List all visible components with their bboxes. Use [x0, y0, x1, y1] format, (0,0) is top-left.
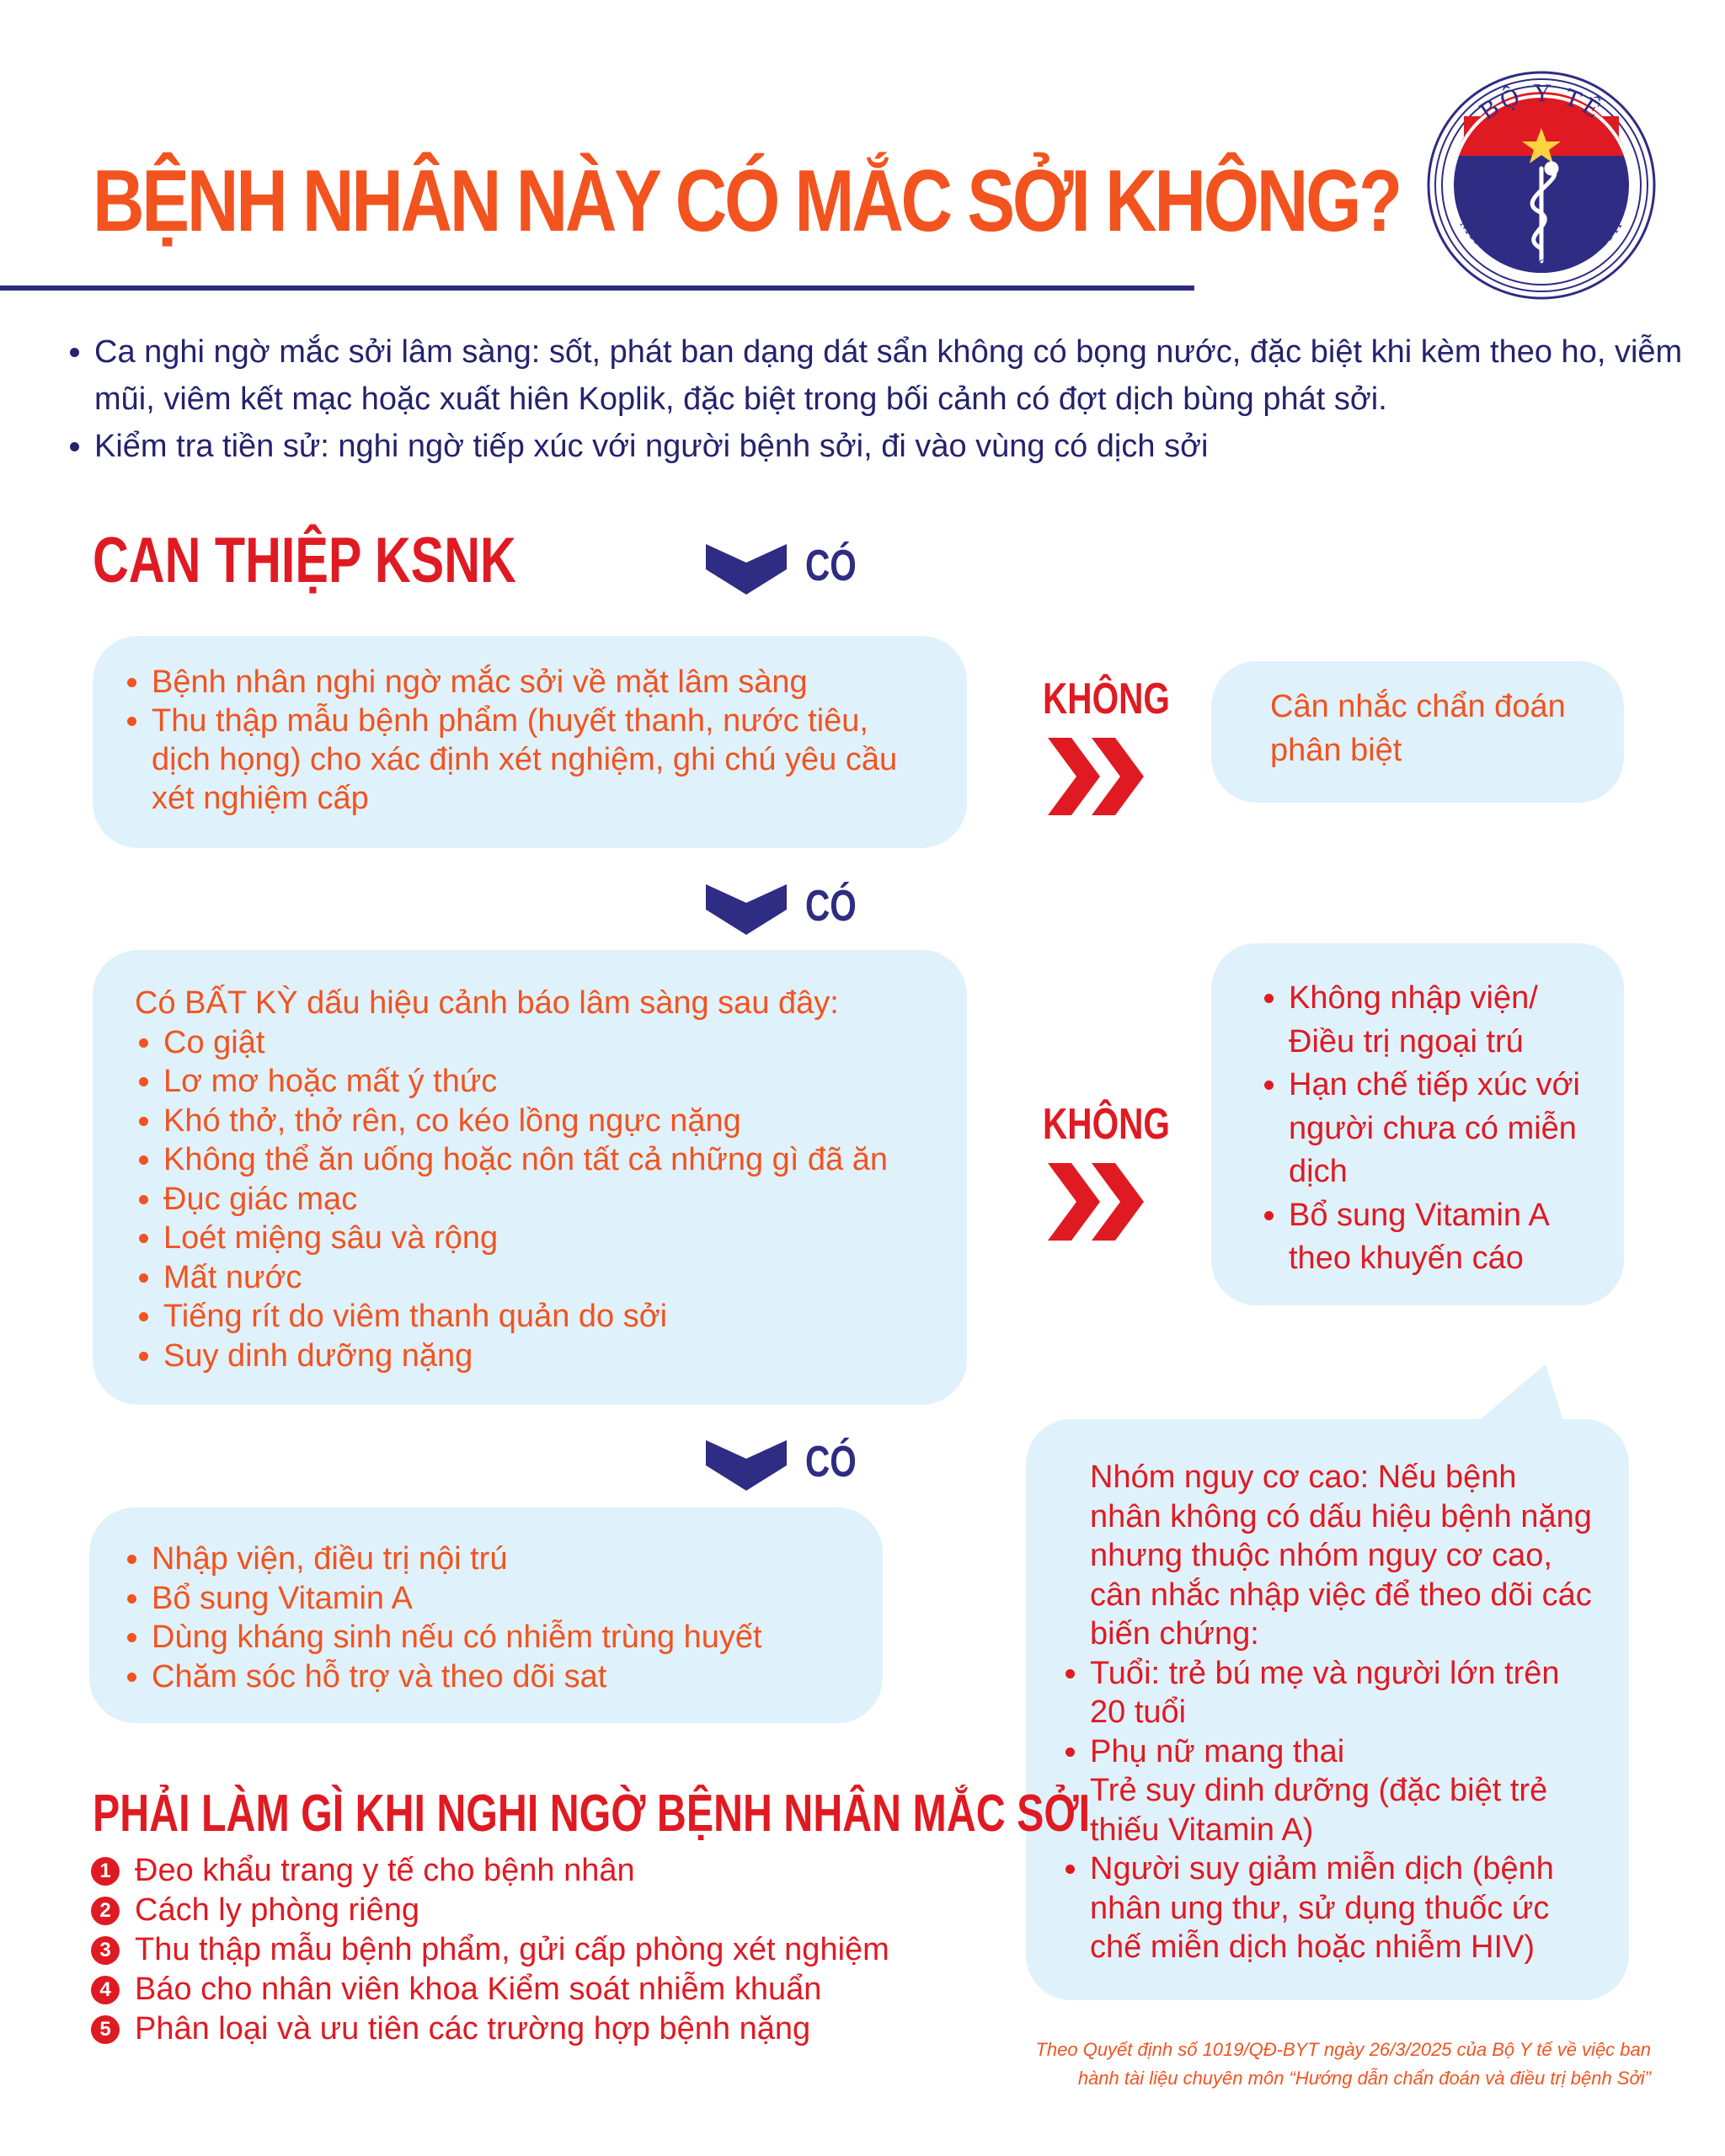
list-item-text: Phụ nữ mang thai — [1090, 1733, 1345, 1769]
list-item: • Loét miệng sâu và rộng — [163, 1219, 933, 1258]
list-item: • Đục giác mạc — [163, 1180, 933, 1219]
double-chevron-right-icon — [1048, 1163, 1149, 1241]
step-number: 5 — [91, 2015, 120, 2044]
ministry-of-health-logo — [1423, 51, 1659, 303]
warning-heading: Có BẤT KỲ dấu hiệu cảnh báo lâm sàng sau đây: — [135, 985, 839, 1021]
yes-label: CÓ — [805, 542, 857, 590]
list-item: • Chăm sóc hỗ trợ và theo dõi sat — [152, 1657, 849, 1697]
list-item-extra: Trẻ suy dinh dưỡng (đặc biệt trẻ thiếu Vitamin A) — [1090, 1773, 1548, 1848]
step-number: 4 — [91, 1976, 120, 2004]
source-footnote — [910, 2036, 1651, 2093]
differential-text: Cân nhắc chẩn đoán phân biệt — [1270, 689, 1566, 768]
list-item: • Không nhập viện/ Điều trị ngoại trú — [1289, 977, 1599, 1064]
no-connector — [1043, 1099, 1170, 1259]
step-text: Cách ly phòng riêng — [135, 1892, 419, 1928]
step-text: Báo cho nhân viên khoa Kiểm soát nhiễm khuẩn — [135, 1972, 822, 2007]
step-item — [91, 1851, 984, 1891]
chevron-down-icon — [706, 884, 787, 935]
logo-bottom-text: MINISTRY OF HEALTH — [1455, 215, 1627, 275]
box-high-risk-group — [1026, 1419, 1629, 2000]
double-chevron-right-icon — [1048, 738, 1149, 815]
title-divider — [0, 286, 1194, 291]
step-item — [91, 1891, 984, 1930]
list-item: • Không thể ăn uống hoặc nôn tất cả những gì đã ăn — [163, 1140, 933, 1180]
list-item — [1090, 1732, 1595, 1850]
list-item: • Bổ sung Vitamin A — [152, 1579, 849, 1619]
step-number: 2 — [91, 1897, 120, 1925]
box-inpatient — [89, 1508, 883, 1723]
page-title: BỆNH NHÂN NÀY CÓ MẮC SỞI KHÔNG? — [93, 152, 1400, 250]
box-warning-signs — [93, 950, 967, 1405]
yes-connector — [706, 876, 891, 943]
list-item: • Suy dinh dưỡng nặng — [163, 1337, 933, 1376]
logo-emblem — [1423, 51, 1659, 303]
step-number: 3 — [91, 1936, 120, 1965]
list-item: • Người suy giảm miễn dịch (bệnh nhân ung thư, sử dụng thuốc ức chế miễn dịch hoặc nhiễm HIV) — [1090, 1849, 1595, 1967]
step-item — [91, 2009, 984, 2049]
footnote-line: Theo Quyết định số 1019/QĐ-BYT ngày 26/3/2025 của Bộ Y tế về việc ban — [1035, 2039, 1651, 2060]
list-item: • Khó thở, thở rên, co kéo lồng ngực nặng — [163, 1102, 933, 1141]
chevron-down-icon — [706, 544, 787, 595]
yes-label: CÓ — [805, 1438, 857, 1486]
section-title-actions: PHẢI LÀM GÌ KHI NGHI NGỜ BỆNH NHÂN MẮC SỞI — [93, 1785, 1091, 1843]
list-item: • Tuổi: trẻ bú mẹ và người lớn trên 20 tuổi — [1090, 1654, 1595, 1732]
risk-heading: Nhóm nguy cơ cao: Nếu bệnh nhân không có dấu hiệu bệnh nặng nhưng thuộc nhóm nguy cơ cao, cân nhắc nhập việc để theo dõi các biến chứng: — [1090, 1460, 1592, 1652]
box-suspected-case — [93, 636, 967, 848]
no-label: KHÔNG — [1043, 1100, 1170, 1149]
yes-connector — [706, 536, 891, 603]
no-connector — [1043, 674, 1170, 834]
list-item: • Dùng kháng sinh nếu có nhiễm trùng huyết — [152, 1618, 849, 1657]
intro-criteria — [69, 328, 1686, 470]
list-item: • Bệnh nhân nghi ngờ mắc sởi về mặt lâm sàng — [152, 663, 933, 702]
step-number: 1 — [91, 1857, 120, 1886]
yes-connector — [706, 1432, 891, 1499]
step-text: Phân loại và ưu tiên các trường hợp bệnh nặng — [135, 2011, 811, 2047]
yes-label: CÓ — [805, 882, 857, 931]
section-title-ksnk: CAN THIỆP KSNK — [93, 525, 516, 596]
step-item — [91, 1930, 984, 1970]
list-item: • Lơ mơ hoặc mất ý thức — [163, 1062, 933, 1102]
list-item: • Nhập viện, điều trị nội trú — [152, 1540, 849, 1579]
intro-item: • Ca nghi ngờ mắc sởi lâm sàng: sốt, phát ban dạng dát sẩn không có bọng nước, đặc biệt khi kèm theo ho, viễm mũi, viêm kết mạc hoặc xuất hiên Koplik, đặc biệt trong bối cảnh có đợt dịch bùng phát sởi. — [94, 328, 1686, 423]
list-item: • Thu thập mẫu bệnh phẩm (huyết thanh, nước tiêu, dịch họng) cho xác định xét nghiệm, ghi chú yêu cầu xét nghiệm cấp — [152, 702, 933, 818]
list-item: • Mất nước — [163, 1258, 933, 1298]
step-text: Đeo khẩu trang y tế cho bệnh nhân — [135, 1853, 635, 1888]
step-item — [91, 1970, 984, 2009]
list-item: • Co giật — [163, 1023, 933, 1063]
no-label: KHÔNG — [1043, 675, 1170, 723]
list-item: • Hạn chế tiếp xúc với người chưa có miễn dịch — [1289, 1064, 1599, 1194]
chevron-down-icon — [706, 1440, 787, 1491]
logo-top-text: BỘ Y TẾ — [1474, 78, 1609, 126]
list-item: • Bổ sung Vitamin A theo khuyến cáo — [1289, 1194, 1599, 1281]
step-text: Thu thập mẫu bệnh phẩm, gửi cấp phòng xét nghiệm — [135, 1932, 889, 1967]
box-differential-diagnosis — [1211, 661, 1624, 803]
list-item: • Tiếng rít do viêm thanh quản do sởi — [163, 1297, 933, 1337]
box-outpatient — [1211, 943, 1624, 1305]
intro-item: • Kiểm tra tiền sử: nghi ngờ tiếp xúc với người bệnh sởi, đi vào vùng có dịch sởi — [94, 423, 1686, 470]
action-steps — [91, 1851, 984, 2049]
footnote-line: hành tài liệu chuyên môn “Hướng dẫn chẩn đoán và điều trị bệnh Sởi” — [1077, 2068, 1651, 2089]
